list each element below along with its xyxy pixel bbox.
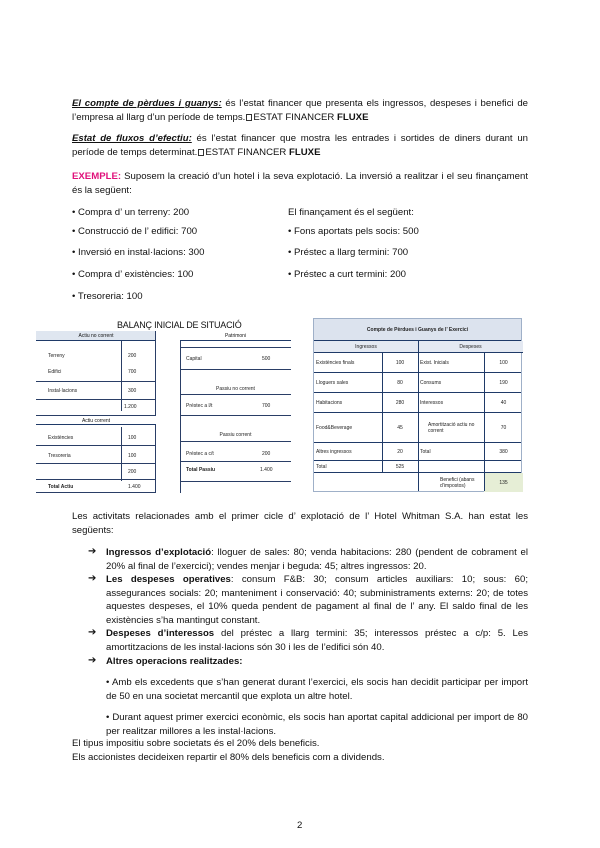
financing-item: • Préstec a curt termini: 200	[288, 269, 406, 280]
cell-income-label: Altres ingressos	[316, 448, 352, 455]
sub-operation: • Durant aquest primer exercici econòmic, els socis han aportat capital addicional per import de 80 per realitzar millores a les instal·lacions.	[106, 712, 528, 737]
activity-text: : consum F&B: 30; consum articles auxiliars: 10; sous: 60; assegurances socials: 20; manteniment i conservació: 40; subministraments externs: 20; de totes aquestes despeses, el 10% queda pendent de pagament al final de l’ any. El saldo final de les existències s’ha mantingut constant.	[106, 574, 528, 626]
liabilities-nc-header: Passiu no corrent	[216, 386, 255, 392]
activity-label: Altres operacions realitzades:	[106, 656, 243, 667]
tax-rate: El tipus impositiu sobre societats és el 20% dels beneficis.	[72, 738, 320, 749]
sub-operation: • Amb els excedents que s’han generat durant l’exercici, els socis han decidit participar per import de 50 en una societat mercantil que explota un altre hotel.	[106, 677, 528, 702]
activity-item	[106, 573, 528, 627]
cell-expense-label: Consums	[420, 379, 442, 386]
expenses-header: Despeses	[418, 341, 523, 353]
investment-item: • Compra d’ existències: 100	[72, 269, 194, 280]
install-label: Instal·lacions	[48, 388, 78, 394]
activity-label: Despeses d’interessos	[106, 628, 215, 639]
cell-income-value: 100	[395, 359, 405, 366]
cell-income-value: 20	[397, 448, 403, 455]
loan-st-label: Préstec a c/t	[186, 451, 214, 457]
assets-nc-header: Actiu no corrent	[36, 331, 156, 341]
exist-label: Existències	[48, 435, 74, 441]
cell-income-value: 45	[397, 424, 403, 431]
cell-income-label: Habitacions	[316, 399, 343, 406]
cell-expense-label: Exist. Inicials	[420, 359, 449, 366]
cell-income-value: 525	[395, 463, 405, 470]
pyg-tag-bold: FLUXE	[337, 111, 369, 123]
loan-lt-value: 700	[262, 403, 271, 409]
cell-income-label: Existències finals	[316, 359, 355, 366]
assets-c-subtotal: 200	[128, 469, 137, 475]
arrow-right-icon: ➔	[88, 655, 97, 666]
investment-item: • Construcció de l’ edifici: 700	[72, 226, 198, 237]
page-number: 2	[297, 820, 303, 831]
activity-text: del préstec a llarg termini: 35; interessos préstec a c/p: 5. Les amortitzacions de les instal·lacions són 30 i les de l’edifici són 40.	[106, 628, 528, 653]
install-value: 300	[128, 388, 137, 394]
efe-term: Estat de fluxos d’efectiu:	[72, 133, 192, 144]
cell-expense-label: Amortització actiu no corrent	[428, 421, 475, 434]
equity-header: Patrimoni	[180, 331, 291, 341]
terreny-value: 200	[128, 353, 137, 359]
edifici-label: Edifici	[48, 369, 62, 375]
assets-nc-subtotal: 1.200	[124, 404, 137, 410]
loan-lt-label: Préstec a l/t	[186, 403, 213, 409]
investment-item: • Tresoreria: 100	[72, 291, 143, 302]
financing-item: • Préstec a llarg termini: 700	[288, 247, 409, 258]
income-header: Ingressos	[314, 341, 418, 353]
efe-definition-text: és l’estat financer que mostra les entrades i sortides de diners durant un període de temps determinat.	[72, 133, 528, 158]
total-assets-value: 1.400	[128, 484, 141, 490]
cell-expense-label: Interessos	[420, 399, 444, 406]
treso-value: 100	[128, 453, 137, 459]
loan-st-value: 200	[262, 451, 271, 457]
box-glyph-icon	[198, 149, 204, 156]
cell-expense-value: 40	[500, 399, 507, 406]
cell-expense-value: 70	[500, 424, 507, 431]
assets-c-header: Actiu corrent	[36, 415, 156, 425]
pyg-definition-text: és l’estat financer que presenta els ingressos, despeses i benefici de l’empresa al llarg d’un període de temps.	[72, 98, 528, 123]
cell-income-value: 280	[395, 399, 405, 406]
exist-value: 100	[128, 435, 137, 441]
cell-income-value: 80	[397, 379, 403, 386]
activity-item	[106, 655, 528, 669]
arrow-right-icon: ➔	[88, 627, 97, 638]
arrow-right-icon: ➔	[88, 573, 97, 584]
pyg-tag: ESTAT FINANCER	[253, 111, 338, 123]
treso-label: Tresoreria	[48, 453, 71, 459]
balance-title: BALANÇ INICIAL DE SITUACIÓ	[117, 320, 242, 330]
capital-label: Capital	[186, 356, 202, 362]
liabilities-table	[180, 331, 291, 493]
capital-value: 500	[262, 356, 271, 362]
box-glyph-icon	[246, 114, 252, 121]
pyg-term: El compte de pèrdues i guanys:	[72, 98, 222, 109]
financing-heading: El finançament és el següent:	[288, 207, 414, 218]
cell-income-label: Total	[316, 463, 327, 470]
efe-tag: ESTAT FINANCER	[205, 146, 290, 158]
activity-label: Les despeses operatives	[106, 574, 231, 585]
pyg-table-title: Compte de Pèrdues i Guanys de l’ Exercici	[314, 319, 521, 341]
edifici-value: 700	[128, 369, 137, 375]
arrow-right-icon: ➔	[88, 546, 97, 557]
example-paragraph	[72, 170, 528, 197]
cell-income-label: Lloguers sales	[316, 379, 349, 386]
total-liabilities-label: Total Passiu	[186, 467, 216, 473]
financing-item: • Fons aportats pels socis: 500	[288, 226, 419, 237]
cell-expense-value: 100	[499, 359, 508, 366]
pyg-definition	[72, 97, 528, 124]
cell-expense-value: 380	[499, 448, 508, 455]
total-assets-label: Total Actiu	[48, 484, 74, 490]
activity-item	[106, 627, 528, 654]
efe-definition	[72, 132, 528, 159]
terreny-label: Terreny	[48, 353, 65, 359]
cell-expense-value: 190	[499, 379, 508, 386]
assets-table	[36, 331, 156, 493]
investment-item: • Compra d’ un terreny: 200	[72, 207, 190, 218]
cell-profit-label: Benefici (abans d’impostos)	[440, 476, 475, 489]
efe-tag-bold: FLUXE	[289, 146, 321, 158]
profit-loss-table	[313, 318, 522, 492]
activity-label: Ingressos d’explotació	[106, 547, 212, 558]
activity-item	[106, 546, 528, 573]
activity-text: : lloguer de sales: 80; venda habitacions: 280 (pendent de cobrament el 20% al final de l’exercici); vendes menjar i beguda: 45; altres ingressos: 20.	[106, 547, 528, 572]
liabilities-c-header: Passiu corrent	[219, 432, 252, 438]
cell-profit-value: 135	[484, 473, 523, 492]
cell-income-label: Food&Beverage	[316, 424, 353, 431]
total-liabilities-value: 1.400	[260, 467, 273, 473]
example-label: EXEMPLE:	[72, 171, 122, 182]
cell-expense-label: Total	[420, 448, 431, 455]
investment-item: • Inversió en instal·lacions: 300	[72, 247, 205, 258]
example-text: Suposem la creació d’un hotel i la seva explotació. La inversió a realitzar i el seu finançament és la següent:	[72, 171, 528, 196]
activities-intro: Les activitats relacionades amb el primer cicle d’ explotació de l’ Hotel Whitman S.A. han estat les següents:	[72, 511, 528, 536]
dividends: Els accionistes decideixen repartir el 80% dels beneficis com a dividends.	[72, 752, 385, 763]
